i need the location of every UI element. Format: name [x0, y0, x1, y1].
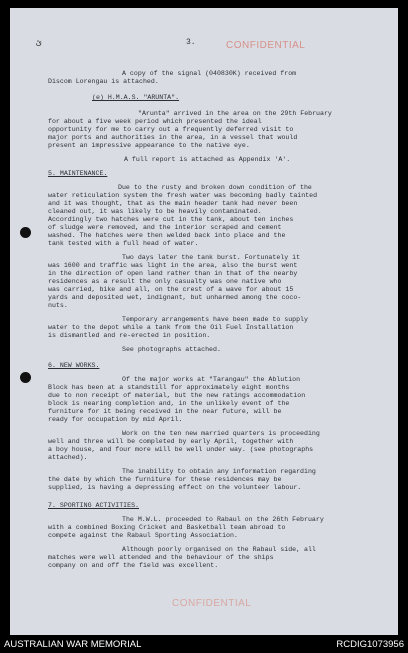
text-line: See photographs attached.: [122, 346, 221, 353]
text-line: compete against the Rabaul Sporting Association.: [48, 532, 238, 539]
text-line: Discom Lorengau is attached.: [48, 78, 159, 85]
confidential-stamp-top: CONFIDENTIAL: [226, 40, 306, 51]
text-line: was 1600 and traffic was light in the area, also the burst went: [48, 262, 298, 269]
text-line: block is nearing completion and, in the unlikely event of the: [48, 400, 290, 407]
text-line: Accordingly two hatches were cut in the tank, about ten inches: [48, 216, 294, 223]
section-heading: (e) H.M.A.S. "ARUNTA".: [92, 94, 180, 101]
punch-hole: [20, 227, 31, 238]
text-line: opportunity for me to carry out a frequently deferred visit to: [48, 126, 294, 133]
text-line: company on and off the field was excellent.: [48, 562, 219, 569]
text-line: furniture for it being received in the near future, will be: [48, 408, 282, 415]
archive-footer: [0, 636, 408, 653]
archive-id: RCDIG1073956: [336, 639, 404, 650]
text-line: Of the major works at "Tarangau" the Ablution: [122, 376, 301, 383]
handwritten-mark: ئ: [36, 38, 42, 48]
text-line: in the direction of open land rather than in that of the nearby: [48, 270, 298, 277]
text-line: due to non receipt of material, but the new ratings accommodation: [48, 392, 306, 399]
text-line: tank tested with a full head of water.: [48, 240, 199, 247]
text-line: the date by which the furniture for these residences may be: [48, 476, 282, 483]
text-line: Although poorly organised on the Rabaul side, all: [122, 546, 316, 553]
archive-name: AUSTRALIAN WAR MEMORIAL: [4, 639, 142, 650]
text-line: was carried, bike and all, on the crest of a wave for about 15: [48, 286, 294, 293]
text-line: Block has been at a standstill for approximately eight months: [48, 384, 290, 391]
text-line: water to the depot while a tank from the Oil Fuel Installation: [48, 324, 294, 331]
text-line: of sludge were removed, and the interior scraped and cement: [48, 224, 282, 231]
text-line: Two days later the tank burst. Fortunately it: [122, 254, 301, 261]
section-heading: 6. NEW WORKS.: [48, 362, 100, 369]
text-line: is dismantled and re-erected in position.: [48, 332, 211, 339]
text-line: A copy of the signal (040830K) received from: [122, 70, 297, 77]
text-line: The M.W.L. proceeded to Rabaul on the 26th February: [122, 516, 324, 523]
text-line: well and three will be completed by early April, together with: [48, 438, 294, 445]
text-line: Due to the rusty and broken down condition of the: [118, 184, 312, 191]
confidential-stamp-bottom: CONFIDENTIAL: [172, 598, 252, 609]
text-line: Work on the ten new married quarters is proceeding: [122, 430, 320, 437]
text-line: matches were well attended and the behaviour of the ships: [48, 554, 274, 561]
page-number: 3.: [186, 38, 196, 47]
text-line: attached).: [48, 454, 88, 461]
text-line: cleaned out, it was likely to be heavily contaminated.: [48, 208, 262, 215]
text-line: a boy house, and four more will be well under way. (see photographs: [48, 446, 314, 453]
text-line: residences as a result the only casualty was one native who: [48, 278, 282, 285]
text-line: nuts.: [48, 302, 68, 309]
text-line: Temporary arrangements have been made to supply: [122, 316, 308, 323]
text-line: with a combined Boxing Cricket and Basketball team abroad to: [48, 524, 286, 531]
section-heading: 7. SPORTING ACTIVITIES.: [48, 502, 140, 509]
text-line: present an impressive appearance to the native eye.: [48, 142, 250, 149]
text-line: The inability to obtain any information regarding: [122, 468, 316, 475]
text-line: for about a five week period which presented the ideal: [48, 118, 262, 125]
text-line: A full report is attached as Appendix 'A'.: [124, 156, 291, 163]
text-line: supplied, is having a depressing effect on the volunteer labour.: [48, 484, 302, 491]
text-line: major ports and authorities in the area, in a vessel that would: [48, 134, 298, 141]
document-page: [10, 8, 398, 635]
text-line: yards and deposited wet, indignant, but unharmed among the coco-: [48, 294, 302, 301]
punch-hole: [20, 372, 31, 383]
text-line: washed. The hatches were then welded back into place and the: [48, 232, 286, 239]
text-line: and it was thought, that as the main header tank had never been: [48, 200, 298, 207]
text-line: "Arunta" arrived in the area on the 29th February: [138, 110, 332, 117]
text-line: ready for occupation by mid April.: [48, 416, 183, 423]
text-line: water reticulation system the fresh water was becoming badly tainted: [48, 192, 318, 199]
section-heading: 5. MAINTENANCE.: [48, 170, 108, 177]
